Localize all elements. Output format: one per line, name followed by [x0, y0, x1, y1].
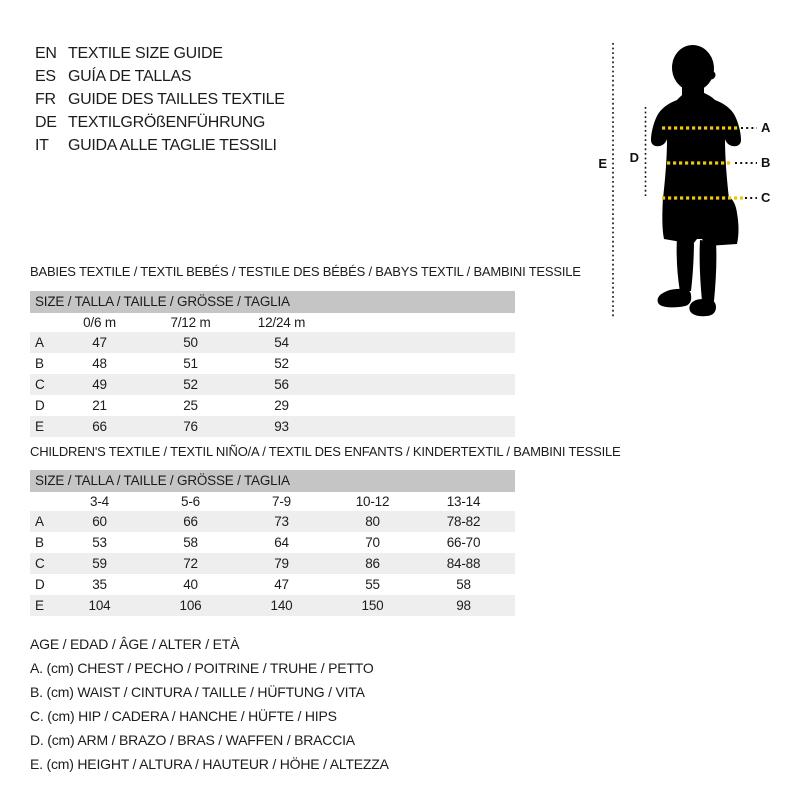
row-label: D	[35, 577, 45, 592]
table-row	[30, 511, 515, 532]
row-label: C	[35, 556, 45, 571]
row-label: E	[35, 419, 45, 434]
label-a: A	[761, 120, 771, 135]
language-title-list	[35, 42, 285, 157]
babies-section-title: BABIES TEXTILE / TEXTIL BEBÉS / TESTILE DES BÉBÉS / BABYS TEXTIL / BAMBINI TESSILE	[30, 264, 581, 279]
row-label: A	[35, 335, 45, 350]
cell-value: 53	[92, 535, 107, 550]
children-section-title: CHILDREN'S TEXTILE / TEXTIL NIÑO/A / TEXTIL DES ENFANTS / KINDERTEXTIL / BAMBINI TESSILE	[30, 444, 621, 459]
silhouette-shorts	[662, 197, 738, 246]
cell-value: 21	[92, 398, 107, 413]
legend-line: D. (cm) ARM / BRAZO / BRAS / WAFFEN / BRACCIA	[30, 732, 355, 748]
language-title: GUÍA DE TALLAS	[68, 68, 192, 85]
language-title: TEXTILE SIZE GUIDE	[68, 45, 223, 62]
cell-value: 66-70	[446, 535, 481, 550]
children-size-header-bar: SIZE / TALLA / TAILLE / GRÖSSE / TAGLIA	[30, 470, 515, 492]
column-header: 12/24 m	[257, 315, 306, 330]
cell-value: 140	[270, 598, 293, 613]
language-title: GUIDA ALLE TAGLIE TESSILI	[68, 137, 277, 154]
language-row	[35, 42, 285, 65]
babies-size-header-bar: SIZE / TALLA / TAILLE / GRÖSSE / TAGLIA	[30, 291, 515, 313]
table-row	[30, 595, 515, 616]
cell-value: 52	[183, 377, 198, 392]
column-header: 7-9	[272, 494, 291, 509]
table-row	[30, 395, 515, 416]
column-header: 10-12	[355, 494, 390, 509]
cell-value: 106	[179, 598, 202, 613]
cell-value: 72	[183, 556, 198, 571]
cell-value: 49	[92, 377, 107, 392]
legend-line: B. (cm) WAIST / CINTURA / TAILLE / HÜFTUNG / VITA	[30, 684, 365, 700]
cell-value: 104	[88, 598, 111, 613]
language-row	[35, 65, 285, 88]
babies-size-table	[30, 291, 515, 437]
table-row	[30, 574, 515, 595]
row-label: D	[35, 398, 45, 413]
column-header: 13-14	[446, 494, 481, 509]
column-header: 0/6 m	[83, 315, 116, 330]
language-code: EN	[35, 45, 57, 62]
cell-value: 64	[274, 535, 289, 550]
cell-value: 51	[183, 356, 198, 371]
legend-line: AGE / EDAD / ÂGE / ALTER / ETÀ	[30, 636, 240, 652]
cell-value: 98	[456, 598, 471, 613]
babies-table-body	[30, 332, 515, 437]
row-label: E	[35, 598, 45, 613]
cell-value: 25	[183, 398, 198, 413]
language-row	[35, 88, 285, 111]
cell-value: 56	[274, 377, 289, 392]
silhouette-left-leg	[677, 237, 694, 292]
cell-value: 40	[183, 577, 198, 592]
cell-value: 66	[183, 514, 198, 529]
language-row	[35, 134, 285, 157]
cell-value: 50	[183, 335, 198, 350]
silhouette-ear	[707, 71, 716, 80]
cell-value: 58	[183, 535, 198, 550]
cell-value: 48	[92, 356, 107, 371]
row-label: A	[35, 514, 45, 529]
cell-value: 86	[365, 556, 380, 571]
cell-value: 47	[92, 335, 107, 350]
language-code: FR	[35, 91, 56, 108]
table-row	[30, 374, 515, 395]
legend-line: A. (cm) CHEST / PECHO / POITRINE / TRUHE / PETTO	[30, 660, 374, 676]
cell-value: 70	[365, 535, 380, 550]
legend-line: C. (cm) HIP / CADERA / HANCHE / HÜFTE / HIPS	[30, 708, 337, 724]
cell-value: 55	[365, 577, 380, 592]
table-row	[30, 532, 515, 553]
cell-value: 79	[274, 556, 289, 571]
children-size-table	[30, 470, 515, 616]
cell-value: 76	[183, 419, 198, 434]
table-row	[30, 332, 515, 353]
silhouette-right-leg	[700, 240, 717, 301]
cell-value: 150	[361, 598, 384, 613]
row-label: B	[35, 535, 45, 550]
cell-value: 93	[274, 419, 289, 434]
cell-value: 60	[92, 514, 107, 529]
children-column-header-row	[30, 492, 515, 511]
cell-value: 59	[92, 556, 107, 571]
cell-value: 73	[274, 514, 289, 529]
column-header: 7/12 m	[170, 315, 211, 330]
column-header: 5-6	[181, 494, 200, 509]
babies-column-header-row	[30, 313, 515, 332]
silhouette-right-shoe	[689, 299, 716, 316]
cell-value: 78-82	[446, 514, 481, 529]
label-e: E	[598, 156, 607, 171]
table-row	[30, 353, 515, 374]
language-title: TEXTILGRÖßENFÜHRUNG	[68, 114, 265, 131]
language-code: DE	[35, 114, 57, 131]
children-table-body	[30, 511, 515, 616]
label-d: D	[629, 150, 639, 165]
column-header: 3-4	[90, 494, 109, 509]
cell-value: 52	[274, 356, 289, 371]
legend-line: E. (cm) HEIGHT / ALTURA / HAUTEUR / HÖHE / ALTEZZA	[30, 756, 389, 772]
cell-value: 47	[274, 577, 289, 592]
cell-value: 80	[365, 514, 380, 529]
language-code: ES	[35, 68, 56, 85]
silhouette-left-shoe	[658, 289, 692, 308]
cell-value: 58	[456, 577, 471, 592]
cell-value: 66	[92, 419, 107, 434]
table-row	[30, 553, 515, 574]
cell-value: 29	[274, 398, 289, 413]
language-row	[35, 111, 285, 134]
child-silhouette-figure	[651, 43, 741, 316]
silhouette-shirt	[651, 88, 741, 199]
label-c: C	[761, 190, 771, 205]
label-b: B	[761, 155, 771, 170]
language-title: GUIDE DES TAILLES TEXTILE	[68, 91, 285, 108]
cell-value: 84-88	[446, 556, 481, 571]
cell-value: 35	[92, 577, 107, 592]
measurement-legend	[30, 632, 389, 776]
measurement-diagram	[585, 28, 785, 328]
row-label: B	[35, 356, 45, 371]
language-code: IT	[35, 137, 49, 154]
cell-value: 54	[274, 335, 289, 350]
row-label: C	[35, 377, 45, 392]
table-row	[30, 416, 515, 437]
